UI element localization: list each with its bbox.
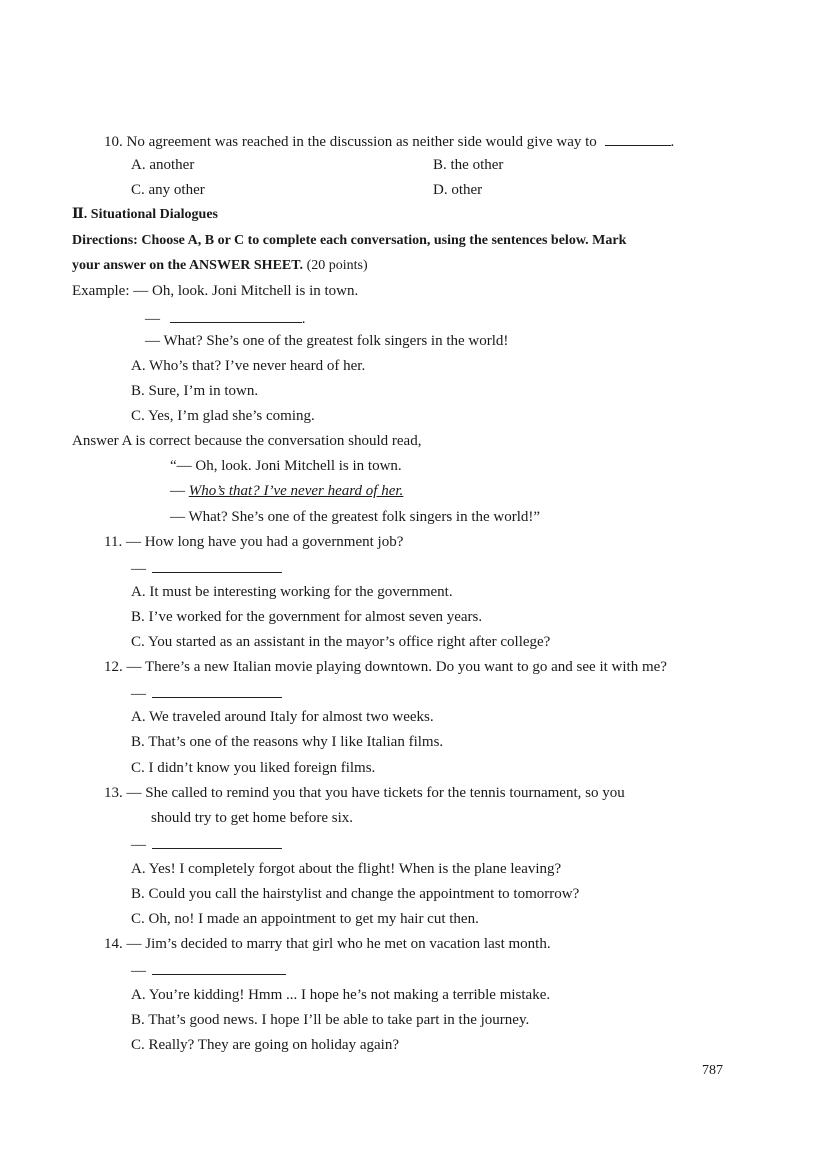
q12-option-a: A. We traveled around Italy for almost two weeks. <box>131 709 434 725</box>
q13-stem-2: should try to get home before six. <box>151 810 354 826</box>
example-dash: — <box>145 311 160 327</box>
q14-blank-line <box>131 960 286 980</box>
example-read-1: “— Oh, look. Joni Mitchell is in town. <box>170 458 402 474</box>
q11-answer-blank <box>152 558 282 573</box>
q10-answer-blank <box>605 131 671 146</box>
example-reply: — What? She’s one of the greatest folk singers in the world! <box>145 333 509 349</box>
example-option-a: A. Who’s that? I’ve never heard of her. <box>131 358 366 374</box>
q14-dash: — <box>131 963 146 979</box>
q12-dash: — <box>131 686 146 702</box>
q10-stem-line <box>104 131 674 151</box>
example-option-c: C. Yes, I’m glad she’s coming. <box>131 408 315 424</box>
q12-answer-blank <box>152 683 282 698</box>
q11-stem: 11. — How long have you had a government job? <box>104 534 404 550</box>
q10-stem: 10. No agreement was reached in the discussion as neither side would give way to <box>104 134 597 150</box>
q12-blank-line <box>131 683 282 703</box>
q14-option-c: C. Really? They are going on holiday again? <box>131 1037 399 1053</box>
q13-blank-line <box>131 834 282 854</box>
example-read-2-answer: Who’s that? I’ve never heard of her. <box>188 483 404 499</box>
q10-option-b: B. the other <box>433 157 504 173</box>
q13-answer-blank <box>152 834 282 849</box>
example-read-2-dash: — <box>170 483 189 499</box>
example-dot: . <box>301 311 306 327</box>
q13-option-c: C. Oh, no! I made an appointment to get my hair cut then. <box>131 911 479 927</box>
q12-option-c: C. I didn’t know you liked foreign films. <box>131 760 376 776</box>
directions-line-1: Directions: Choose A, B or C to complete each conversation, using the sentences below. Mark <box>72 233 627 248</box>
q11-option-a: A. It must be interesting working for the government. <box>131 584 453 600</box>
example-answer-intro: Answer A is correct because the conversation should read, <box>72 433 422 449</box>
q10-stem-end: . <box>670 134 675 150</box>
q14-option-b: B. That’s good news. I hope I’ll be able to take part in the journey. <box>131 1012 530 1028</box>
q14-option-a: A. You’re kidding! Hmm ... I hope he’s not making a terrible mistake. <box>131 987 551 1003</box>
example-blank-line <box>145 308 306 328</box>
q11-dash: — <box>131 561 146 577</box>
directions-line-2 <box>72 257 368 275</box>
q14-stem: 14. — Jim’s decided to marry that girl who he met on vacation last month. <box>104 936 551 952</box>
section-title: Ⅱ. Situational Dialogues <box>72 207 218 222</box>
q13-stem-1: 13. — She called to remind you that you have tickets for the tennis tournament, so you <box>104 785 625 801</box>
q11-option-c: C. You started as an assistant in the mayor’s office right after college? <box>131 634 551 650</box>
q10-option-d: D. other <box>433 182 483 198</box>
example-read-3: — What? She’s one of the greatest folk singers in the world!” <box>170 509 541 525</box>
directions-line-2-rest: (20 points) <box>303 258 368 273</box>
page-number: 787 <box>702 1063 723 1078</box>
directions-line-2-bold: your answer on the ANSWER SHEET. <box>72 258 304 273</box>
q12-option-b: B. That’s one of the reasons why I like Italian films. <box>131 734 444 750</box>
q13-dash: — <box>131 837 146 853</box>
example-answer-blank <box>170 308 302 323</box>
q10-option-a: A. another <box>131 157 195 173</box>
q11-blank-line <box>131 558 282 578</box>
q14-answer-blank <box>152 960 286 975</box>
q11-option-b: B. I’ve worked for the government for almost seven years. <box>131 609 483 625</box>
example-option-b: B. Sure, I’m in town. <box>131 383 259 399</box>
example-label: Example: — Oh, look. Joni Mitchell is in town. <box>72 283 359 299</box>
example-read-2 <box>170 482 403 500</box>
q12-stem: 12. — There’s a new Italian movie playing downtown. Do you want to go and see it with me? <box>104 659 667 675</box>
q10-option-c: C. any other <box>131 182 205 198</box>
q13-option-a: A. Yes! I completely forgot about the flight! When is the plane leaving? <box>131 861 562 877</box>
q13-option-b: B. Could you call the hairstylist and change the appointment to tomorrow? <box>131 886 580 902</box>
